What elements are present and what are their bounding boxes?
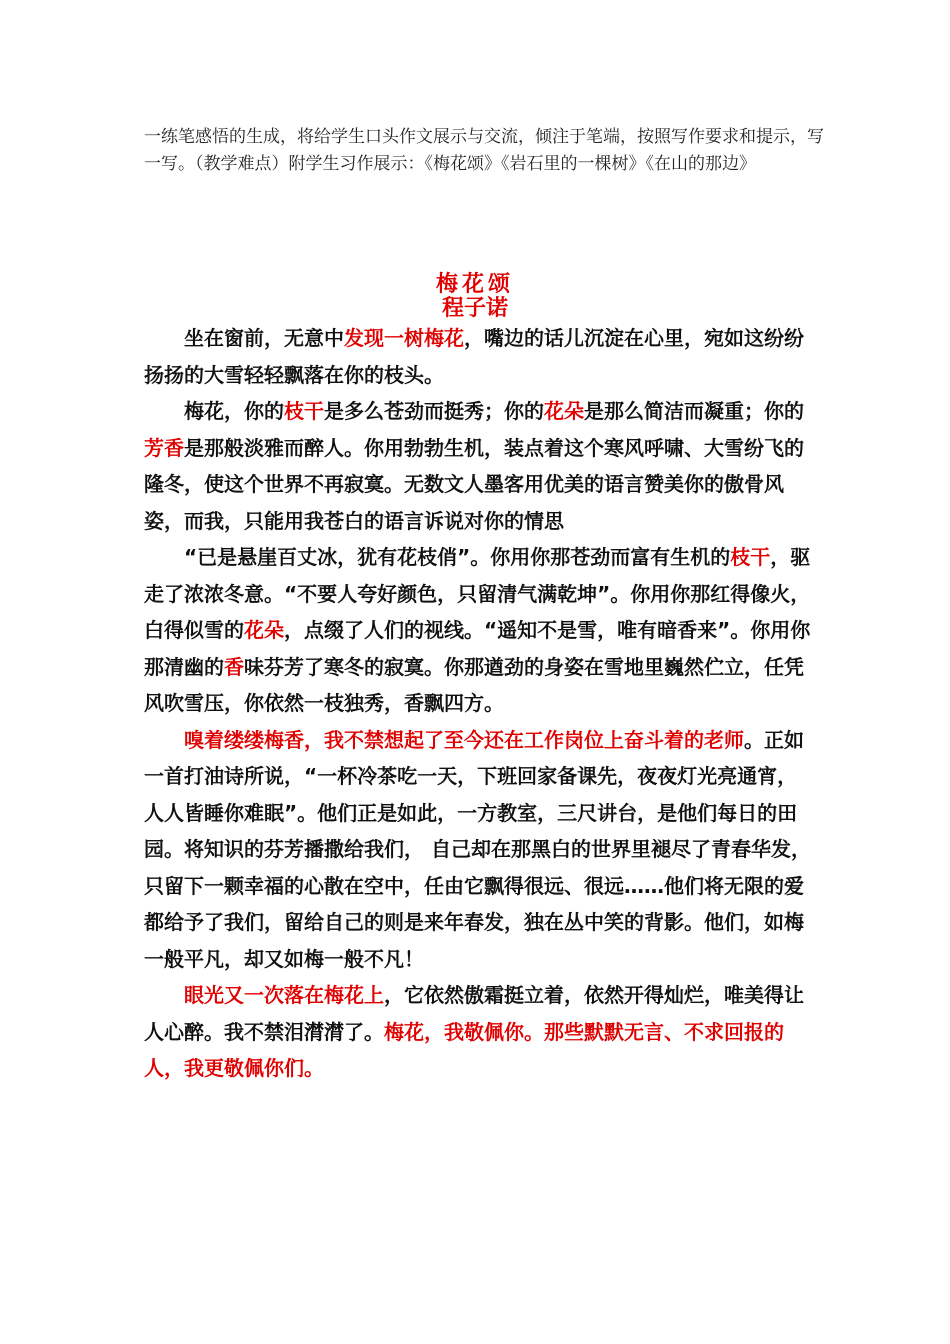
highlighted-text: 枝干 — [284, 399, 324, 423]
paragraph-text: ，嘴边的话儿沉淀在心里，宛如这纷纷扬扬的大雪轻轻飘落在你的枝头。 — [144, 326, 804, 387]
essay-paragraph — [144, 320, 812, 393]
essay-paragraph — [144, 393, 812, 539]
intro-paragraph: 一练笔感悟的生成，将给学生口头作文展示与交流，倾注于笔端，按照写作要求和提示，写一写。（教学难点）附学生习作展示：《梅花颂》《岩石里的一棵树》《在山的那边》 — [144, 127, 824, 174]
essay-paragraph — [144, 977, 812, 1087]
highlighted-text: 香 — [224, 654, 244, 679]
highlighted-text: 梅花，我敬佩你。那些默默无言、不求回报的人，我更敬佩你们。 — [144, 1019, 784, 1080]
paragraph-text: “已是悬崖百丈冰，犹有花枝俏”。你用你那苍劲而富有生机的 — [184, 545, 731, 569]
paragraph-text: 坐在窗前，无意中 — [184, 326, 344, 350]
highlighted-text: 花朵 — [244, 618, 284, 642]
paragraph-text: 是那般淡雅而醉人。你用勃勃生机，装点着这个寒风呼啸、大雪纷飞的隆冬，使这个世界不再寂寞。无数文人墨客用优美的语言赞美你的傲骨风姿，而我，只能用我苍白的语言诉说对你的情思 — [144, 435, 804, 533]
essay-title: 梅花颂 — [435, 272, 514, 297]
essay-paragraph — [144, 722, 812, 978]
highlighted-text: 眼光又一次落在梅花上 — [184, 983, 384, 1007]
paragraph-text: 是多么苍劲而挺秀；你的 — [324, 399, 544, 423]
essay-author: 程子诺 — [441, 296, 508, 321]
highlighted-text: 嗅着缕缕梅香，我不禁想起了至今还在工作岗位上奋斗着的老师 — [184, 727, 744, 752]
paragraph-text: ，它依然傲霜挺立着，依然开得灿烂，唯美得让人心醉。我不禁泪潸潸了。 — [144, 983, 804, 1044]
paragraph-text: 梅花，你的 — [184, 399, 284, 423]
highlighted-text: 花朵 — [544, 399, 584, 423]
essay-paragraph — [144, 539, 812, 722]
highlighted-text: 发现一树梅花 — [344, 326, 464, 350]
essay-body — [144, 320, 812, 1087]
paragraph-text: ，驱走了浓浓冬意。“不要人夸好颜色，只留清气满乾坤”。你用你那红得像火，白得似雪的 — [144, 545, 811, 642]
paragraph-text: ，点缀了人们的视线。“遥知不是雪，唯有暗香来”。你用你那清幽的 — [144, 618, 811, 679]
highlighted-text: 枝干 — [730, 545, 771, 569]
paragraph-text: 味芬芳了寒冬的寂寞。你那遒劲的身姿在雪地里巍然伫立，任凭风吹雪压，你依然一枝独秀，香飘四方。 — [144, 654, 804, 715]
paragraph-text: 是那么简洁而凝重；你的 — [584, 399, 804, 423]
paragraph-text: 。正如一首打油诗所说，“一杯冷茶吃一天，下班回家备课先，夜夜灯光亮通宵，人人皆睡你难眠”。他们正是如此，一方教室，三尺讲台，是他们每日的田园。将知识的芬芳播撒给我们， 自己却在那黑白的世界里褪尽了青春华发，只留下一颗幸福的心散在空中，任由它飘得很远、很远……他们将无限的爱都给予了我们，留给自己的则是来年春发，独在丛中笑的背影。他们，如梅一般平凡，却又如梅一般不凡！ — [144, 727, 811, 971]
highlighted-text: 芳香 — [144, 435, 184, 460]
